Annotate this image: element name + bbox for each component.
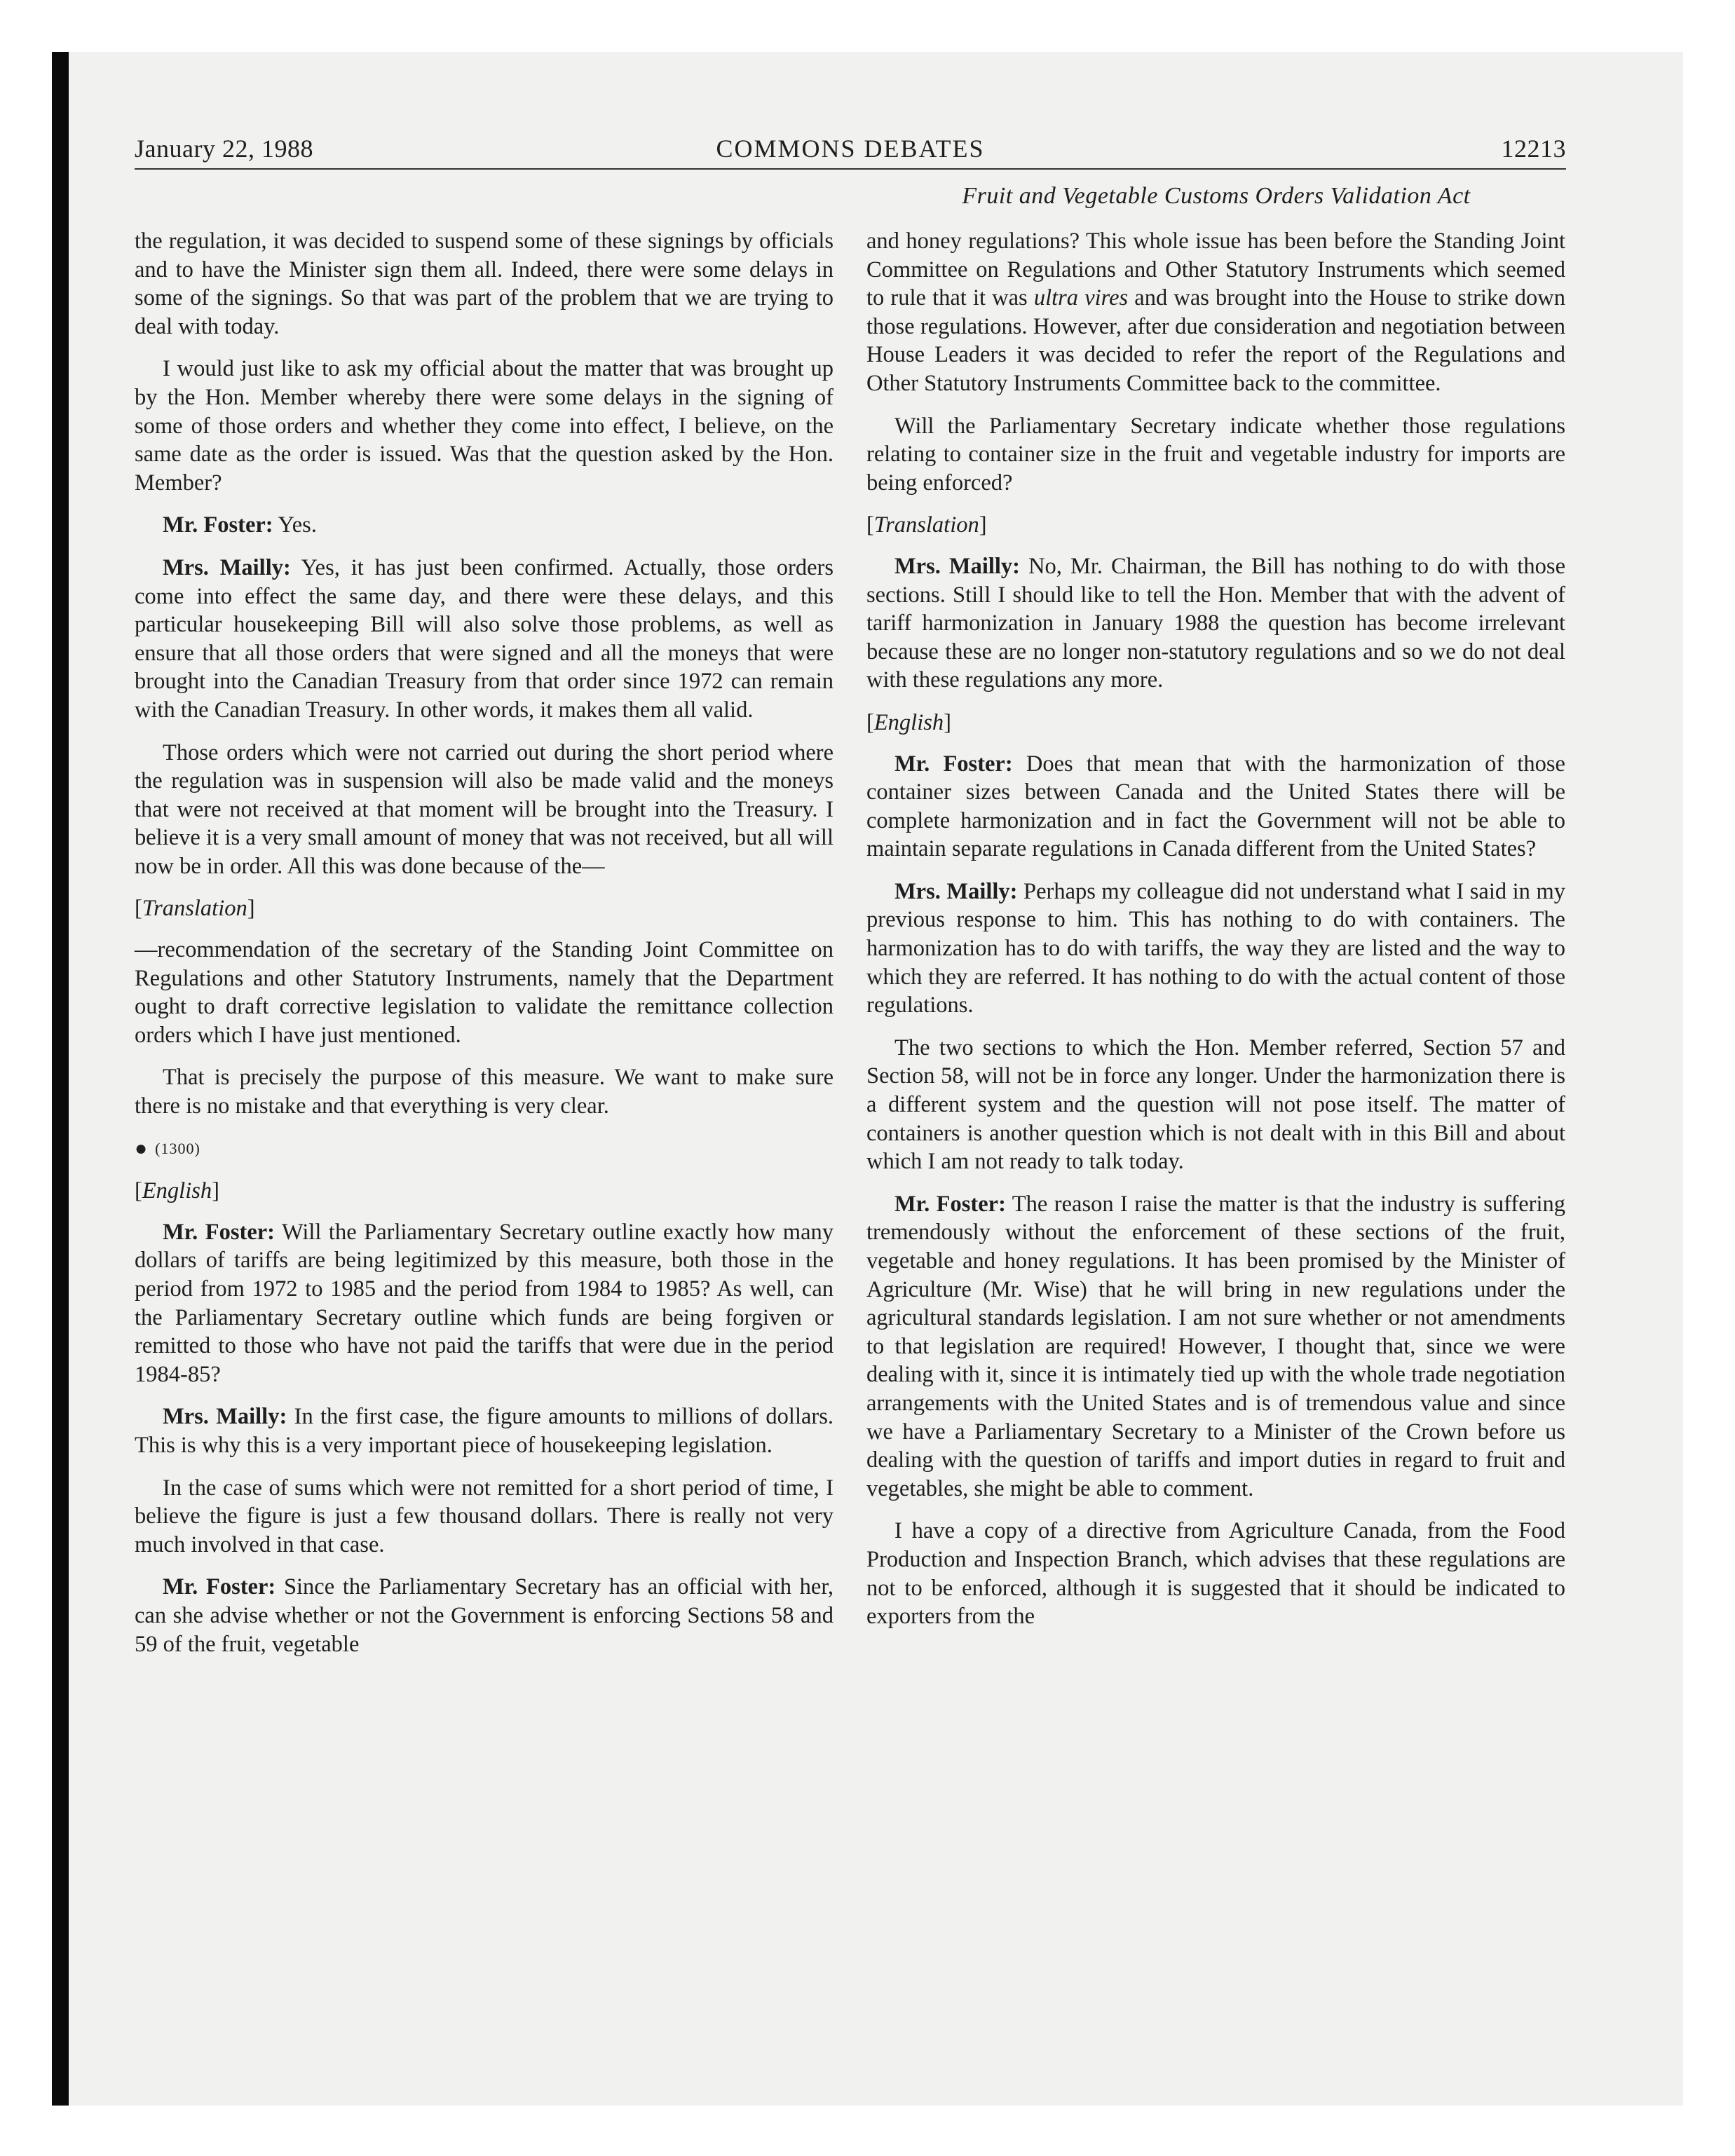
speech-paragraph xyxy=(135,554,834,725)
speech-text: Perhaps my colleague did not understand what I said in my previous response to him. This has nothing to do with containers. The harmonization has to do with tariffs, the way they are listed and the way to which they are referred. It has nothing to do with the actual content of those regulations. xyxy=(866,878,1565,1018)
speech-paragraph xyxy=(866,1190,1565,1503)
speech-text: Does that mean that with the harmonization of those container sizes between Canada and the United States there will be complete harmonization and in fact the Government will not be able to maintain separate regulations in Canada different from the United States? xyxy=(866,751,1565,862)
speaker-name: Mrs. Mailly: xyxy=(894,878,1018,904)
paragraph: Will the Parliamentary Secretary indicate whether those regulations relating to container size in the fruit and vegetable industry for imports are being enforced? xyxy=(866,413,1565,496)
speech-text: Yes, it has just been confirmed. Actually, those orders come into effect the same day, and there were these delays, and this particular housekeeping Bill will also solve those problems, as well as ensure that all those orders that were signed and all the moneys that were brought into the Canadian Treasury from that order since 1972 can remain with the Canadian Treasury. In other words, it makes them all valid. xyxy=(135,554,834,723)
speaker-name: Mr. Foster: xyxy=(163,512,273,538)
speech-paragraph xyxy=(135,1573,834,1658)
section-heading: Fruit and Vegetable Customs Orders Validation Act xyxy=(962,183,1471,209)
speech-paragraph xyxy=(866,750,1565,864)
speech-paragraph xyxy=(135,1403,834,1459)
header-page-number: 12213 xyxy=(1501,135,1566,163)
left-column xyxy=(135,227,834,1672)
bullet-icon: ● xyxy=(135,1136,149,1160)
speech-text: No, Mr. Chairman, the Bill has nothing to do with those sections. Still I should like to tell the Hon. Member that with the advent of tariff harmonization in January 1988 the question has become irrelevant because these are no longer non-statutory regulations and so we do not deal with these regulations any more. xyxy=(866,553,1565,693)
paragraph: the regulation, it was decided to suspend some of these signings by officials and to have the Minister sign them all. Indeed, there were some delays in some of the signings. So that was part of the problem that we are trying to deal with today. xyxy=(135,228,834,339)
speech-text: Since the Parliamentary Secretary has an official with her, can she advise whether or not the Government is enforcing Sections 58 and 59 of the fruit, vegetable xyxy=(135,1574,834,1657)
speaker-name: Mr. Foster: xyxy=(894,1191,1006,1217)
speaker-name: Mrs. Mailly: xyxy=(894,553,1021,579)
language-tag-english: [English] xyxy=(866,709,951,735)
paragraph: In the case of sums which were not remitted for a short period of time, I believe the figure is just a few thousand dollars. There is really not very much involved in that case. xyxy=(135,1475,834,1557)
speech-paragraph xyxy=(866,552,1565,695)
paragraph: I would just like to ask my official about the matter that was brought up by the Hon. Member whereby there were some delays in the signing of some of those orders and whether they come into effect, I believe, on the same date as the order is issued. Was that the question asked by the Hon. Member? xyxy=(135,356,834,496)
paragraph: and honey regulations? This whole issue has been before the Standing Joint Committee on Regulations and Other Statutory Instruments which seemed to rule that it was ultra vires and was brought into the House to strike down those regulations. However, after due consideration and negotiation between House Leaders it was decided to refer the report of the Regulations and Other Statutory Instruments Committee back to the committee. xyxy=(866,228,1565,396)
paragraph: That is precisely the purpose of this measure. We want to make sure there is no mistake and that everything is very clear. xyxy=(135,1065,834,1119)
speech-paragraph xyxy=(866,878,1565,1020)
speaker-name: Mrs. Mailly: xyxy=(163,554,291,580)
speech-text: Yes. xyxy=(273,512,317,538)
speaker-name: Mr. Foster: xyxy=(163,1219,275,1245)
time-marker: ● (1300) xyxy=(135,1136,200,1160)
header-date: January 22, 1988 xyxy=(135,135,313,163)
speech-paragraph xyxy=(135,1218,834,1389)
header-journal-title: COMMONS DEBATES xyxy=(716,135,985,163)
running-header xyxy=(135,130,1566,170)
language-tag-translation: [Translation] xyxy=(135,896,255,922)
speaker-name: Mr. Foster: xyxy=(163,1574,276,1600)
binding-edge-shadow xyxy=(52,52,69,2106)
speaker-name: Mr. Foster: xyxy=(894,751,1013,777)
language-tag-translation: [Translation] xyxy=(866,512,987,538)
speech-text: Will the Parliamentary Secretary outline exactly how many dollars of tariffs are being legitimized by this measure, both those in the period from 1972 to 1985 and the period from 1984 to 1985? As well, can the Parliamentary Secretary outline which funds are being forgiven or remitted to those who have not paid the tariffs that were due in the period 1984-85? xyxy=(135,1219,834,1387)
right-column xyxy=(866,227,1565,1645)
paragraph: I have a copy of a directive from Agriculture Canada, from the Food Production and Inspection Branch, which advises that these regulations are not to be enforced, although it is suggested that it should be indicated to exporters from the xyxy=(866,1518,1565,1630)
speech-text: The reason I raise the matter is that the industry is suffering tremendously without the enforcement of these sections of the fruit, vegetable and honey regulations. It has been promised by the Minister of Agriculture (Mr. Wise) that he will bring in new regulations under the agricultural standards legislation. I am not sure whether or not amendments to that legislation are required! However, I thought that, since we were dealing with it, since it is intimately tied up with the whole trade negotiation arrangements with the United States and is of tremendous value and since we have a Parliamentary Secretary to a Minister of the Crown before us dealing with the question of tariffs and import duties in regard to fruit and vegetables, she might be able to comment. xyxy=(866,1191,1565,1501)
paragraph: The two sections to which the Hon. Member referred, Section 57 and Section 58, will not be in force any longer. Under the harmonization there is a different system and the question will not pose itself. The matter of containers is another question which is not dealt with in this Bill and about which I am not ready to talk today. xyxy=(866,1035,1565,1175)
speaker-name: Mrs. Mailly: xyxy=(163,1404,287,1430)
speech-text: In the first case, the figure amounts to millions of dollars. This is why this is a very important piece of housekeeping legislation. xyxy=(135,1404,834,1458)
language-tag-english: [English] xyxy=(135,1178,219,1204)
speech-paragraph xyxy=(135,511,834,540)
paragraph: Those orders which were not carried out during the short period where the regulation was in suspension will also be made valid and the moneys that were not received at that moment will be brought into the Treasury. I believe it is a very small amount of money that was not received, but all will now be in order. All this was done because of the— xyxy=(135,739,834,879)
paragraph: —recommendation of the secretary of the Standing Joint Committee on Regulations and other Statutory Instruments, namely that the Department ought to draft corrective legislation to validate the remittance collection orders which I have just mentioned. xyxy=(135,937,834,1048)
latin-term: ultra vires xyxy=(1033,285,1129,311)
